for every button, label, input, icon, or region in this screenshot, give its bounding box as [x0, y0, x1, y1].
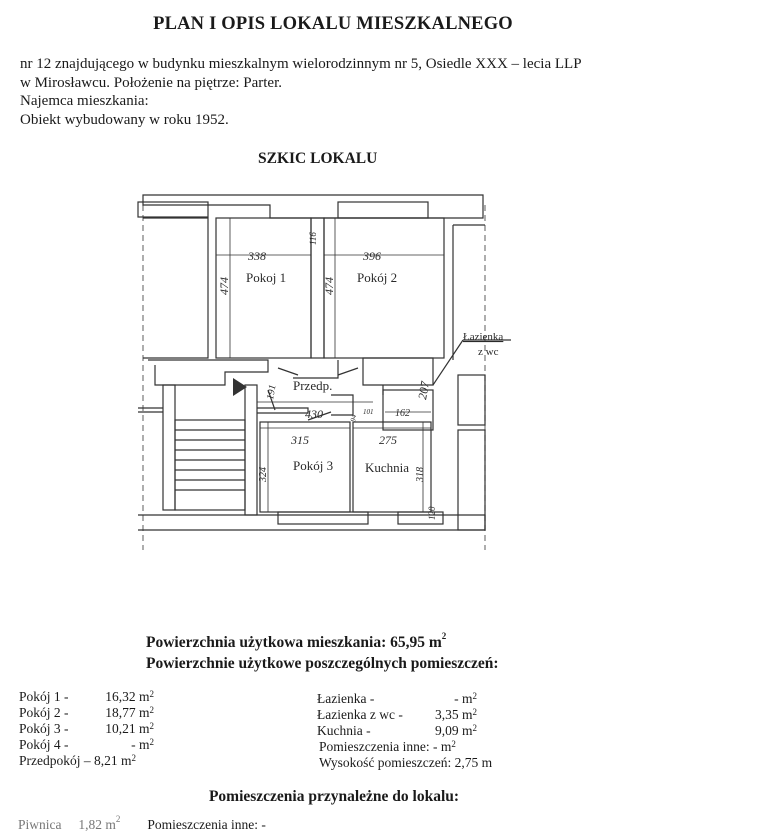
dim-wall-gap: 116	[308, 232, 318, 245]
floor-plan-drawing	[133, 190, 513, 550]
area-row	[19, 721, 154, 737]
area-label: Pomieszczenia inne: - m	[319, 739, 452, 754]
superscript: 2	[441, 631, 447, 641]
dim-hall-small: 191	[265, 383, 279, 401]
sketch-title: SZKIC LOKALU	[258, 150, 378, 167]
dim-room2-width: 396	[363, 249, 381, 263]
dim-hall-width: 430	[305, 407, 323, 421]
document-title	[0, 14, 782, 35]
dim-window-depth: 120	[427, 506, 437, 520]
area-value: 9,09 $m^2$	[434, 723, 477, 738]
area-label: Pokój 3 -	[19, 721, 69, 736]
area-row	[317, 707, 492, 723]
area-label: Łazienka z wc -	[317, 707, 403, 722]
dim-room1-depth: 474	[217, 277, 231, 295]
dim-kitchen-width: 275	[379, 433, 397, 447]
area-label: Pokój 4 -	[19, 737, 69, 752]
appurtenant-items	[18, 814, 266, 833]
area-label: Pokój 1 -	[19, 689, 69, 704]
dim-room3-depth: 324	[258, 467, 269, 482]
area-list-left	[19, 689, 154, 769]
area-value: 3,35 $m^2$	[434, 707, 477, 722]
area-row	[19, 689, 154, 705]
superscript: 2	[131, 753, 136, 763]
appurtenant-heading-text: Pomieszczenia przynależne do lokalu:	[208, 788, 460, 805]
dim-bath-width: 162	[395, 408, 410, 419]
area-list-right	[317, 691, 492, 771]
room-label-room2: Pokój 2	[357, 270, 398, 285]
appurtenant-heading	[0, 788, 782, 806]
area-row	[317, 723, 492, 739]
dim-room1-width: 338	[248, 249, 266, 263]
area-row	[19, 705, 154, 721]
intro-line: Obiekt wybudowany w roku 1952.	[20, 111, 229, 128]
area-row	[317, 755, 492, 771]
area-value: - $m^2$	[454, 691, 477, 706]
area-row	[317, 691, 492, 707]
area-label: Wysokość pomieszczeń: 2,75 m	[319, 755, 493, 770]
intro-block	[20, 55, 582, 129]
document-title-text: PLAN I OPIS LOKALU MIESZKALNEGO	[153, 14, 513, 34]
area-value: 10,21 $m^2$	[105, 721, 154, 736]
superscript: 2	[115, 814, 121, 824]
area-label: Pokój 2 -	[19, 705, 69, 720]
total-area-text: Powierzchnia użytkowa mieszkania: 65,95 m	[146, 634, 442, 651]
dim-bath-depth: 207	[415, 380, 433, 401]
dim-room2-depth: 474	[322, 277, 336, 295]
room-label-bathroom: Łazienka	[463, 331, 504, 343]
intro-line: w Mirosławcu. Położenie na piętrze: Parter.	[20, 74, 283, 91]
room-label-hall: Przedp.	[293, 378, 333, 393]
area-label: Łazienka -	[317, 691, 375, 706]
dim-room3-width: 315	[291, 433, 309, 447]
intro-line: Najemca mieszkania:	[20, 93, 149, 109]
area-value: 16,32 $m^2$	[105, 689, 154, 704]
area-label: Kuchnia -	[317, 723, 371, 738]
room-label-room1: Pokoj 1	[246, 270, 287, 285]
total-area	[146, 631, 447, 652]
room-label-room3: Pokój 3	[293, 458, 334, 473]
rooms-area-heading: Powierzchnie użytkowe poszczególnych pomieszczeń:	[146, 655, 499, 672]
room-label-kitchen: Kuchnia	[365, 460, 410, 475]
basement-label: Piwnica	[18, 817, 62, 832]
area-row	[317, 739, 492, 755]
area-value: - $m^2$	[131, 737, 154, 752]
other-rooms: Pomieszczenia inne: -	[147, 817, 266, 832]
area-row	[19, 753, 154, 769]
area-label: Przedpokój – 8,21 m	[19, 753, 132, 768]
room-label-bathroom-wc: z wc	[478, 346, 499, 358]
area-value: 18,77 $m^2$	[105, 705, 154, 720]
floor-plan	[133, 190, 513, 550]
superscript: 2	[451, 739, 456, 749]
dim-small-b: 94	[349, 414, 359, 423]
intro-line: nr 12 znajdującego w budynku mieszkalnym wielorodzinnym nr 5, Osiedle XXX – lecia LLP	[20, 56, 582, 72]
dim-small-a: 101	[363, 408, 374, 416]
dim-kitchen-depth: 318	[415, 467, 426, 482]
basement-area: 1,82 m	[78, 817, 116, 832]
